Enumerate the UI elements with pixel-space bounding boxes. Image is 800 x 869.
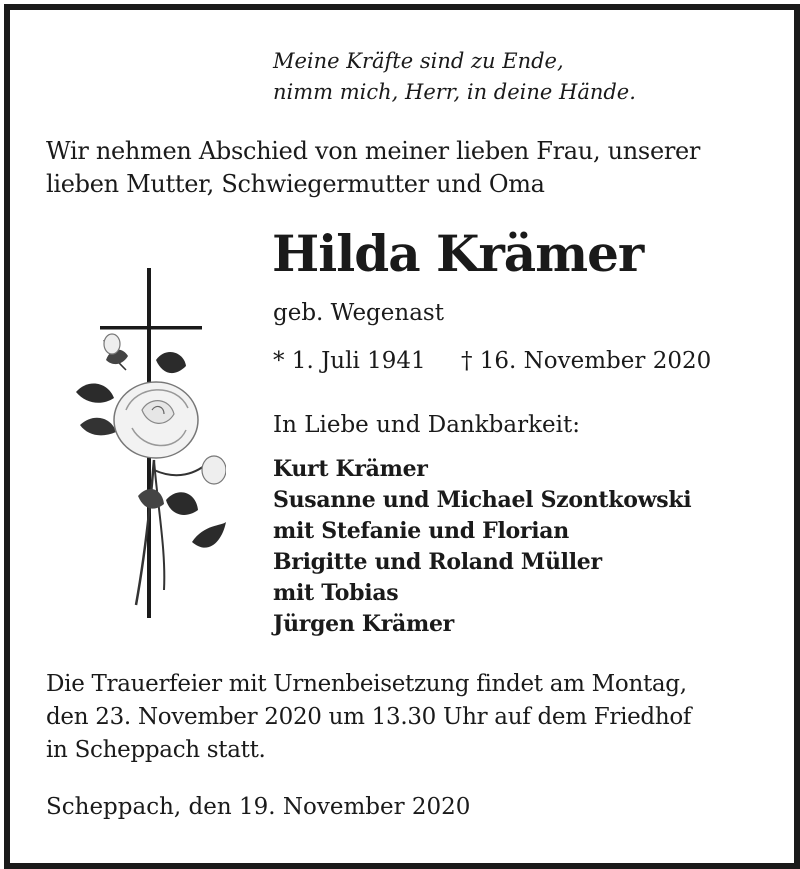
birth-name: geb. Wegenast bbox=[273, 300, 444, 326]
mourner-line: mit Tobias bbox=[273, 580, 399, 606]
death-date: † 16. November 2020 bbox=[460, 348, 712, 374]
verse bbox=[273, 46, 636, 108]
intro-line: Wir nehmen Abschied von meiner lieben Frau, unserer bbox=[46, 137, 701, 165]
love-line: In Liebe und Dankbarkeit: bbox=[273, 412, 580, 438]
mourner-line: Susanne und Michael Szontkowski bbox=[273, 487, 692, 513]
mourner-line: Jürgen Krämer bbox=[273, 611, 454, 637]
obituary-notice bbox=[4, 4, 800, 869]
intro-text bbox=[46, 135, 700, 201]
life-dates bbox=[273, 346, 711, 376]
verse-line: Meine Kräfte sind zu Ende, bbox=[273, 49, 564, 73]
place-date: Scheppach, den 19. November 2020 bbox=[46, 794, 471, 820]
birth-date: * 1. Juli 1941 bbox=[273, 348, 426, 374]
intro-line: lieben Mutter, Schwiegermutter und Oma bbox=[46, 170, 545, 198]
mourner-line: mit Stefanie und Florian bbox=[273, 518, 569, 544]
deceased-name: Hilda Krämer bbox=[272, 224, 644, 283]
cross-with-rose-icon bbox=[66, 260, 226, 620]
mourner-line: Brigitte und Roland Müller bbox=[273, 549, 602, 575]
ceremony-info bbox=[46, 668, 691, 767]
verse-line: nimm mich, Herr, in deine Hände. bbox=[273, 80, 636, 104]
ceremony-line: den 23. November 2020 um 13.30 Uhr auf dem Friedhof bbox=[46, 704, 692, 730]
ceremony-line: Die Trauerfeier mit Urnenbeisetzung findet am Montag, bbox=[46, 671, 687, 697]
ceremony-line: in Scheppach statt. bbox=[46, 737, 266, 763]
mourners-list bbox=[273, 454, 691, 640]
mourner-line: Kurt Krämer bbox=[273, 456, 428, 482]
